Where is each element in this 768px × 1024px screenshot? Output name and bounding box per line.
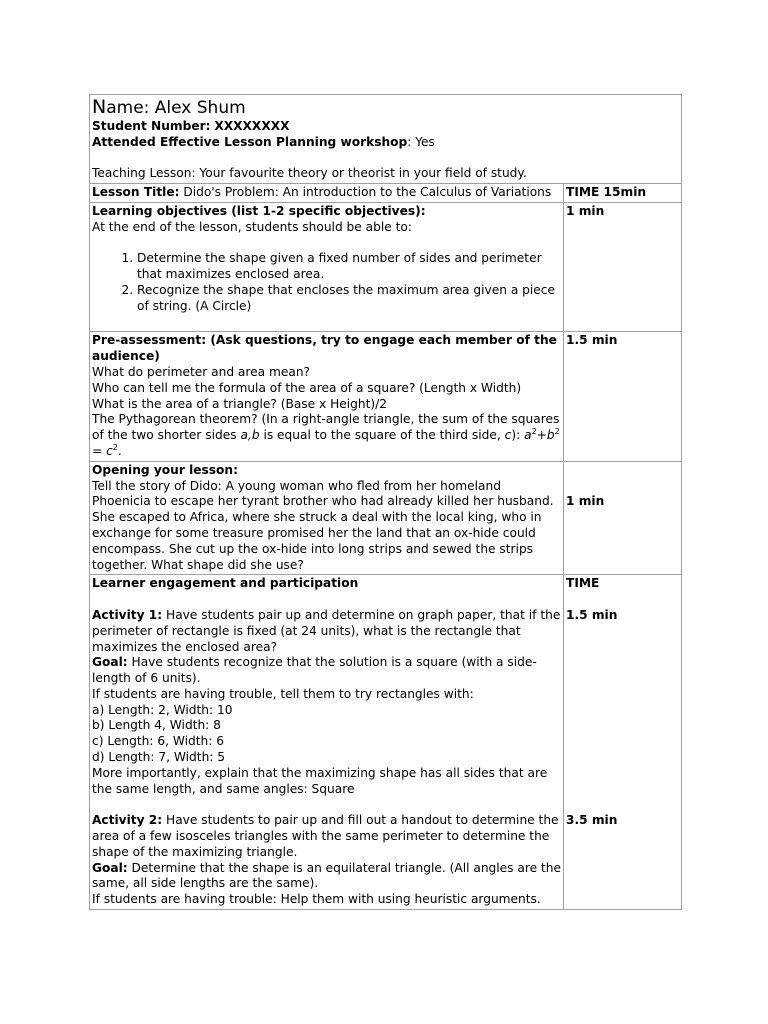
lesson-title-row xyxy=(90,184,682,203)
objectives-intro: At the end of the lesson, students should be able to: xyxy=(92,219,412,234)
student-name: Name: Alex Shum xyxy=(92,96,246,118)
opening-row xyxy=(90,461,682,575)
engagement-time-heading: TIME xyxy=(566,576,600,591)
activity-1-conclusion: More importantly, explain that the maximizing shape has all sides that are the same length, and same angles: Square xyxy=(92,765,548,796)
activity-2-time: 3.5 min xyxy=(566,813,618,828)
pre-assessment-line: What is the area of a triangle? (Base x Height)/2 xyxy=(92,396,388,411)
rectangle-option: d) Length: 7, Width: 5 xyxy=(92,750,226,765)
activity-2-trouble: If students are having trouble: Help them with using heuristic arguments. xyxy=(92,892,541,907)
header-row xyxy=(90,95,682,184)
pre-assessment-time: 1.5 min xyxy=(564,332,682,461)
activity-1-goal: Goal: Have students recognize that the solution is a square (with a side-length of 6 units). xyxy=(92,655,537,686)
rectangle-option: a) Length: 2, Width: 10 xyxy=(92,702,233,717)
engagement-heading: Learner engagement and participation xyxy=(92,576,359,591)
objectives-list xyxy=(92,251,561,314)
activity-2: Activity 2: Have students to pair up and fill out a handout to determine the area of a few isosceles triangles with the same perimeter to determine the shape of the maximizing triangle. xyxy=(92,813,559,859)
opening-time: 1 min xyxy=(566,493,605,508)
engagement-row xyxy=(90,575,682,910)
pre-assessment-heading: Pre-assessment: (Ask questions, try to engage each member of the audience) xyxy=(92,333,557,364)
objectives-time: 1 min xyxy=(564,202,682,331)
pre-assessment-line: Who can tell me the formula of the area of a square? (Length x Width) xyxy=(92,380,522,395)
activity-1-trouble: If students are having trouble, tell them to try rectangles with: xyxy=(92,686,474,701)
lesson-title-cell: Lesson Title: Dido's Problem: An introduction to the Calculus of Variations xyxy=(90,184,564,203)
opening-heading: Opening your lesson: xyxy=(92,462,238,477)
engagement-cell xyxy=(90,575,564,910)
teaching-lesson: Teaching Lesson: Your favourite theory or theorist in your field of study. xyxy=(92,166,527,181)
objectives-heading: Learning objectives (list 1-2 specific objectives): xyxy=(92,203,426,218)
opening-cell xyxy=(90,461,564,575)
objectives-row xyxy=(90,202,682,331)
pythagorean-formula: $a^2+b^2 = c^2$. xyxy=(92,427,560,458)
opening-text: Tell the story of Dido: A young woman who fled from her homeland Phoenicia to escape her tyrant brother who had already killed her husband. She escaped to Africa, where she struck a deal with the local king, who in exchange for some treasure promised her the land that an ox-hide could encompass. She cut up the ox-hide into long strips and sewed the strips together. What shape did she use? xyxy=(92,478,554,572)
opening-time-cell xyxy=(564,461,682,575)
pythagorean-question: The Pythagorean theorem? (In a right-angle triangle, the sum of the squares of the two shorter sides a,b is equal to the square of the third side, c): $a^2+b^2 = c^2$. xyxy=(92,412,560,458)
lesson-plan-table xyxy=(89,94,682,910)
objective-item: 1. Determine the shape given a fixed number of sides and perimeter that maximizes enclosed area. xyxy=(137,251,561,283)
header-cell xyxy=(90,95,682,184)
pre-assessment-row xyxy=(90,332,682,461)
activity-1-time: 1.5 min xyxy=(566,607,618,622)
objective-item: 2. Recognize the shape that encloses the maximum area given a piece of string. (A Circle) xyxy=(137,283,561,315)
student-number: Student Number: XXXXXXXX xyxy=(92,119,290,133)
rectangle-option: b) Length 4, Width: 8 xyxy=(92,718,221,733)
objectives-cell xyxy=(90,202,564,331)
activity-1: Activity 1: Have students pair up and determine on graph paper, that if the perimeter of rectangle is fixed (at 24 units), what is the rectangle that maximizes the enclosed area? xyxy=(92,607,561,654)
engagement-time-cell xyxy=(564,575,682,910)
pre-assessment-line: What do perimeter and area mean? xyxy=(92,364,311,379)
activity-2-goal: Goal: Determine that the shape is an equilateral triangle. (All angles are the same, all side lengths are the same). xyxy=(92,860,561,891)
workshop-attendance: Attended Effective Lesson Planning workshop: Yes xyxy=(92,134,435,149)
total-time: TIME 15min xyxy=(564,184,682,203)
rectangle-option: c) Length: 6, Width: 6 xyxy=(92,734,224,749)
pre-assessment-cell xyxy=(90,332,564,461)
